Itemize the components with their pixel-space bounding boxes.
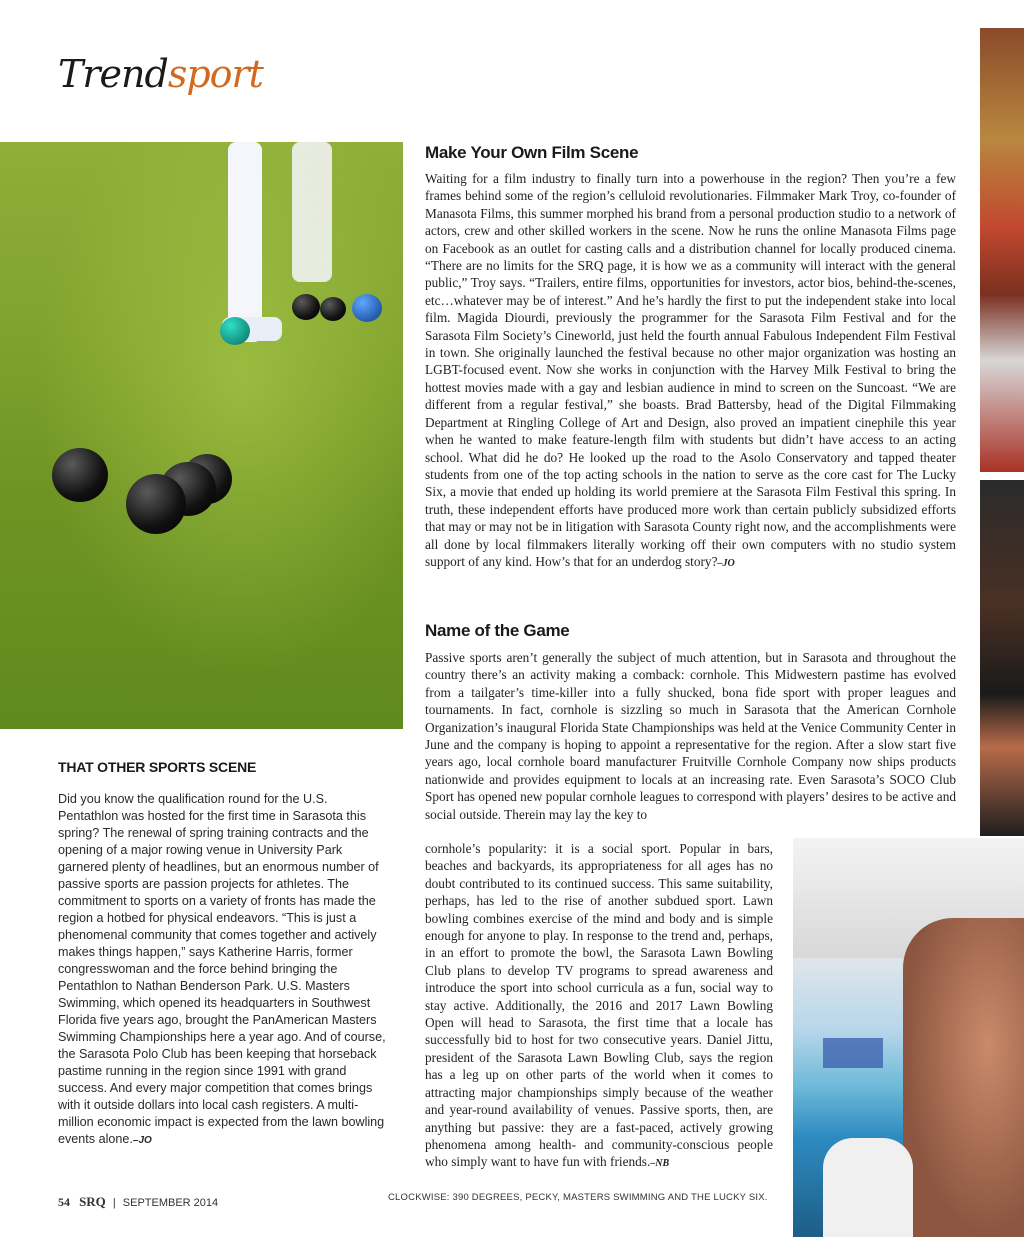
section-title: [58, 52, 263, 96]
swimmer-figure: [903, 918, 1024, 1237]
player-leg: [292, 142, 332, 282]
bowl-ball: [292, 294, 320, 320]
footer-separator: |: [112, 1197, 116, 1209]
film-article-text: Waiting for a film industry to finally turn into a powerhouse in the region? Then you’re a few frames behind some of the region’s celluloid revolutionaries. Filmmaker Mark Troy, co-founder of Manasota Films, this summer morphed his brand from a personal production studio to a network of actors, crew and other skilled workers in the scene. Now he runs the online Manasota Films page on Facebook as an outlet for casting calls and a distribution channel for locally produced cinema. “There are no limits for the SRQ page, it is how we as a community will interact with the general public,” Troy says. “Trailers, entire films, opportunities for investors, actor bios, behind-the-scenes, etc…whatever may be of interest.” And he’s hardly the first to put the independent stake into local film. Magida Diourdi, previously the programmer for the Sarasota Film Festival and for the Sarasota Film Society’s Cineworld, just held the fourth annual Fabulous Independent Film Festival in town. She originally launched the festival because no other major organization was hosting an LGBT-focused event. Now she works in conjunction with the Harvey Milk Festival to bring the hottest movies made with a gay and lesbian audience in mind to screen on the Suncoast. “We are different from a regular festival,” she boasts. Brad Battersby, head of the Digital Filmmaking Department at Ringling College of Art and Design, also proved an impatient cinephile this year when he wanted to make feature-length film with students but didn’t have access to an acting school. What did he do? He looked up the road to the Asolo Conservatory and tapped theater students from one of the top acting schools in the nation to serve as the core cast for The Lucky Six, a movie that ended up holding its world premiere at the Sarasota Film Festival this spring. In truth, these independent efforts have produced more work than certain publicly subsidized efforts that may or may not be in litigation with Sarasota County right now, and the accomplishments were all done by local filmmakers literally working off their own computers with no studio system support of any kind. How’s that for an underdog story?: [425, 171, 956, 569]
spectator: [823, 1138, 913, 1237]
player-leg: [228, 142, 262, 342]
jack-ball: [220, 317, 250, 345]
photo-caption: CLOCKWISE: 390 DEGREES, PECKY, MASTERS SWIMMING AND THE LUCKY SIX.: [388, 1192, 768, 1203]
bowl-ball: [126, 474, 186, 534]
magazine-name: SRQ: [79, 1194, 106, 1209]
game-article-signature: –NB: [650, 1158, 670, 1170]
sidebar-body: [58, 791, 388, 1149]
page-number: 54: [58, 1195, 70, 1209]
section-title-trend: Trend: [58, 52, 168, 96]
masters-swimming-photo: [793, 838, 1024, 1237]
sidebar-heading: THAT OTHER SPORTS SCENE: [58, 759, 257, 775]
game-article-heading: Name of the Game: [425, 621, 570, 640]
bowl-ball-blue: [352, 294, 382, 322]
film-article-heading: Make Your Own Film Scene: [425, 143, 639, 162]
sidebar-text: Did you know the qualification round for the U.S. Pentathlon was hosted for the first time in Sarasota this spring? The renewal of spring training contracts and the opening of a major rowing venue in University Park garnered plenty of headlines, but an enormous number of passive sports are passion projects for athletes. The commitment to sports on a variety of fronts has made the region a hotbed for physical endeavors. “This is just a phenomenal community that comes together and actively makes things happen,” says Katherine Harris, former congresswoman and the force behind bringing the Pentathlon to Nathan Benderson Park. U.S. Masters Swimming, which opened its headquarters in Southwest Florida five years ago, brought the PanAmerican Masters Swimming Championships here a year ago. And of course, the Sarasota Polo Club has been keeping that horseback pastime running in the region since 1991 with grand success. And every major competition that comes brings with it outside dollars into local cash registers. A multi-million economic impact is expected from the lawn bowling events alone.: [58, 792, 386, 1146]
game-article-text: cornhole’s popularity: it is a social sport. Popular in bars, beaches and backyards, its appropriateness for all ages has no doubt contributed to its continued success. This same suitability, perhaps, has led to the rise of another subdued sport. Lawn bowling combines exercise of the mind and body and is simple enough for anyone to play. In response to the trend and, perhaps, in an effort to promote the bowl, the Sarasota Lawn Bowling Club plans to develop TV programs to spread awareness and introduce the sport into school curricula as a fun, social way to stay active. Additionally, the 2016 and 2017 Lawn Bowling Open will head to Sarasota, the first time that a locale has successfully bid to host for two consecutive years. Daniel Jittu, president of the Sarasota Lawn Bowling Club, says the region has a leg up on other parts of the world when it comes to attracting major championships simply because of the weather and year-round availability of venues. Passive sports, then, are anything but passive: they are a fast-paced, actively growing phenomena among health- and community-conscious people who simply want to have fun with friends.: [425, 841, 773, 1170]
sidebar-signature: –JO: [132, 1135, 152, 1146]
pool-flags: [823, 1038, 883, 1068]
film-article-body: [425, 170, 956, 572]
section-title-sport: sport: [167, 52, 263, 96]
page-footer: [58, 1194, 218, 1210]
restaurant-photo: [980, 28, 1024, 472]
bowl-ball: [52, 448, 108, 502]
issue-date: SEPTEMBER 2014: [122, 1197, 219, 1209]
bowl-ball: [320, 297, 346, 321]
film-set-photo: [980, 480, 1024, 836]
game-article-body-wide: Passive sports aren’t generally the subject of much attention, but in Sarasota and throughout the country there’s an activity making a comback: cornhole. This Midwestern pastime has evolved from a tailgater’s time-killer into a fully shucked, bona fide sport with proper leagues and tournaments. In fact, cornhole is sizzling so much in Sarasota that the American Cornhole Organization’s inaugural Florida State Championships was held at the Venice Community Center in June and the company is hoping to appoint a representative for the region. After a slow start five years ago, local cornhole board manufacturer Fruitville Cornhole Company now ships products nationwide and provides equipment to locals at an increasing rate. Even Sarasota’s SOCO Club Sport has opened new popular cornhole leagues to correspond with players’ desires to be active and social outside. Therein may lay the key to: [425, 650, 956, 822]
film-article-signature: –JO: [717, 557, 735, 569]
game-article-body-narrow: [425, 840, 773, 1173]
lawn-bowling-photo: [0, 142, 403, 729]
